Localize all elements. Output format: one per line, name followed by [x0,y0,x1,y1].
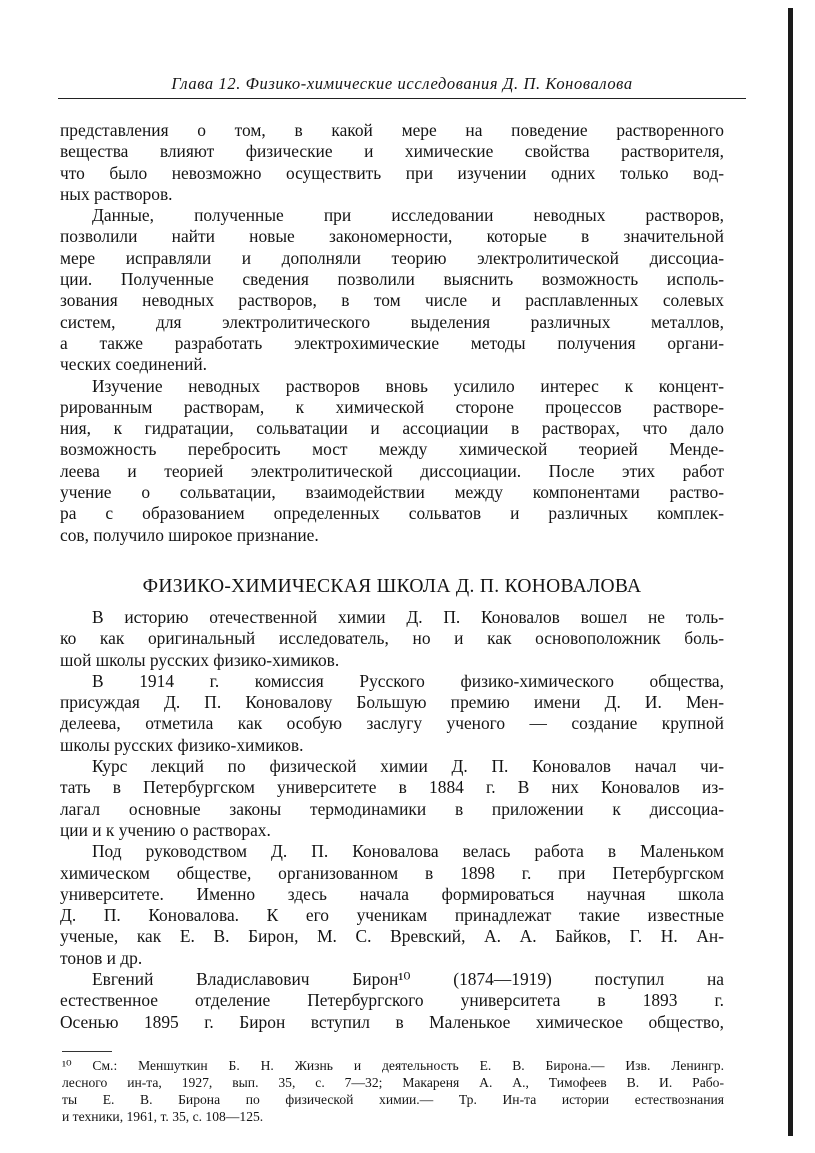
text-block-2 [60,607,724,1033]
text-line: ния, к гидратации, сольватации и ассоциации в растворах, что дало [60,418,724,439]
text-line: Изучение неводных растворов вновь усилило интерес к концент- [92,375,724,396]
text-line: шой школы русских физико-химиков. [60,649,340,670]
text-line: ции и к учению о растворах. [60,819,271,840]
text-line: университете. Именно здесь начала формироваться научная школа [60,883,724,904]
text-line: вещества влияют физические и химические свойства растворителя, [60,141,724,162]
text-line: естественное отделение Петербургского университета в 1893 г. [60,990,724,1011]
text-line: В историю отечественной химии Д. П. Коновалов вошел не толь- [92,607,724,627]
footnote-rule [62,1051,112,1052]
text-line: В 1914 г. комиссия Русского физико-химического общества, [92,670,724,691]
text-line: представления о том, в какой мере на поведение растворенного [60,120,724,140]
text-line: а также разработать электрохимические методы получения органи- [60,332,724,353]
running-header: Глава 12. Физико-химические исследования Д. П. Коновалова [171,74,633,93]
text-line: сов, получило широкое признание. [60,524,319,545]
text-line: и техники, 1961, т. 35, с. 108—125. [62,1109,264,1124]
text-line: Осенью 1895 г. Бирон вступил в Маленькое химическое общество, [60,1011,724,1032]
text-line: ных растворов. [60,183,173,204]
text-line: рированным растворам, к химической стороне процессов растворе- [60,396,724,417]
text-line: делеева, отметила как особую заслугу ученого — создание крупной [60,713,724,734]
text-line: учение о сольватации, взаимодействии между компонентами раство- [60,482,724,503]
text-line: ты Е. В. Бирона по физической химии.— Тр. Ин-та истории естествознания [62,1092,724,1107]
text-line: позволили найти новые закономерности, которые в значительной [60,226,724,247]
text-line: зования неводных растворов, в том числе и расплавленных солевых [60,290,724,311]
text-line: присуждая Д. П. Коновалову Большую премию имени Д. И. Мен- [60,692,724,713]
text-line: Евгений Владиславович Бирон¹⁰ (1874—1919) поступил на [92,969,724,990]
text-line: лесного ин-та, 1927, вып. 35, с. 7—32; Макареня А. А., Тимофеев В. И. Рабо- [62,1075,724,1090]
text-line: Курс лекций по физической химии Д. П. Коновалов начал чи- [92,756,724,777]
text-line: ра с образованием определенных сольватов и различных комплек- [60,503,724,524]
text-line: ученые, как Е. В. Бирон, М. С. Вревский, А. А. Байков, Г. Н. Ан- [60,926,724,947]
section-heading: ФИЗИКО-ХИМИЧЕСКАЯ ШКОЛА Д. П. КОНОВАЛОВА [142,576,642,597]
text-line: химическом обществе, организованном в 1898 г. при Петербургском [60,862,724,883]
text-line: систем, для электролитического выделения различных металлов, [60,311,724,332]
text-line: лагал основные законы термодинамики в приложении к диссоциа- [60,798,724,819]
text-line: тонов и др. [60,947,143,968]
text-line: ции. Полученные сведения позволили выяснить возможность исполь- [60,269,724,290]
page-edge-bar [788,8,793,1136]
text-line: что было невозможно осуществить при изучении одних только вод- [60,162,724,183]
text-line: Под руководством Д. П. Коновалова велась работа в Маленьком [92,841,724,862]
text-line: школы русских физико-химиков. [60,734,304,755]
text-line: ческих соединений. [60,354,207,375]
text-line: Данные, полученные при исследовании неводных растворов, [92,205,724,226]
header-rule [58,98,746,99]
text-line: Д. П. Коновалова. К его ученикам принадлежат такие известные [60,905,724,926]
text-line: ко как оригинальный исследователь, но и как основоположник боль- [60,628,724,649]
text-line: леева и теорией электролитической диссоциации. После этих работ [60,460,724,481]
text-line: возможность перебросить мост между химической теорией Менде- [60,439,724,460]
text-line: ¹⁰ См.: Меншуткин Б. Н. Жизнь и деятельность Е. В. Бирона.— Изв. Ленингр. [62,1058,724,1073]
text-block-1 [60,120,724,546]
footnote [62,1057,724,1125]
text-line: мере исправляли и дополняли теорию электролитической диссоциа- [60,247,724,268]
text-line: тать в Петербургском университете в 1884 г. В них Коновалов из- [60,777,724,798]
